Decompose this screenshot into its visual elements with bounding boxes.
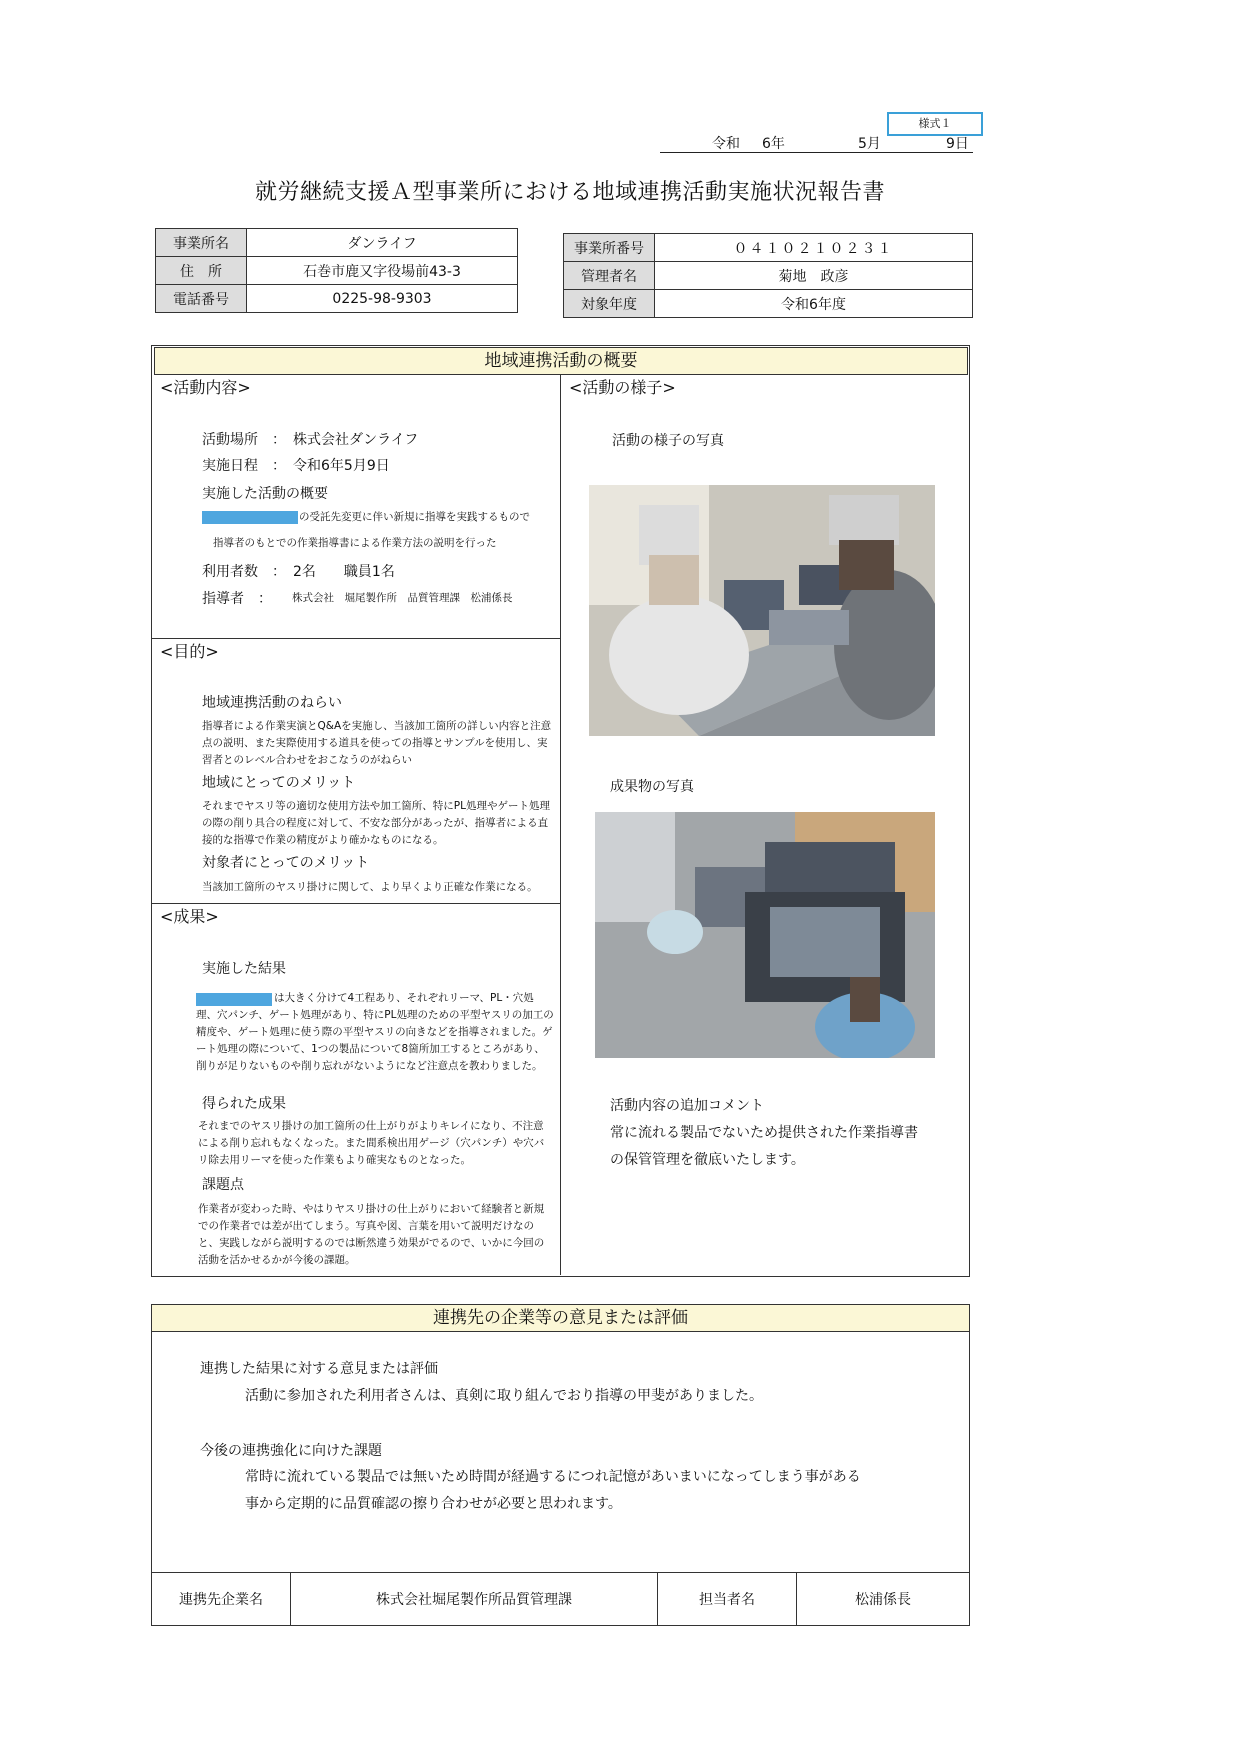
evaluation-header: 連携先の企業等の意見または評価 [151,1304,970,1332]
merit-region-heading: 地域にとってのメリット [202,775,356,791]
purpose-label: <目的> [160,642,219,661]
company-value: 株式会社堀尾製作所品質管理課 [291,1573,658,1626]
activity-photo-image [589,485,935,736]
result-label: <成果> [160,907,219,926]
person-value: 松浦係長 [797,1573,970,1626]
info-label: 事業所名 [156,229,247,257]
merit-region-text: それまでヤスリ等の適切な使用方法や加工箇所、特にPL処理やゲート処理の際の削り具合の程度に対して、不安な部分があったが、指導者による直接的な指導で作業の精度がより確かなものになる。 [202,800,550,846]
activity-date: 実施日程 ： 令和6年5月9日 [202,458,390,474]
company-label: 連携先企業名 [152,1573,291,1626]
info-label: 電話番号 [156,285,247,313]
date-year: 6年 [762,136,785,152]
future-line1: 常時に流れている製品では無いため時間が経過するにつれ記憶があいまいになってしまう事がある [245,1469,861,1485]
future-line2: 事から定期的に品質確認の擦り合わせが必要と思われます。 [245,1496,622,1512]
partner-row [152,1573,970,1626]
issue-text: 作業者が変わった時、やはりヤスリ掛けの仕上がりにおいて経験者と新規での作業者では差が出てしまう。写真や図、言葉を用いて説明だけなのと、実践しながら説明するのでは断然違う効果がでるので、いかに今回の活動を活かせるかが今後の課題。 [198,1203,545,1266]
photo1-caption: 活動の様子の写真 [612,433,724,449]
info-label: 住 所 [156,257,247,285]
redaction-block [196,993,272,1006]
info-row [156,285,518,313]
info-value: 石巻市鹿又字役場前43-3 [247,257,518,285]
date-month: 5月 [858,136,881,152]
opinion-text: 活動に参加された利用者さんは、真剣に取り組んでおり指導の甲斐がありました。 [245,1388,763,1404]
gained-text: それまでのヤスリ掛けの加工箇所の仕上がりがよりキレイになり、不注意による削り忘れもなくなった。また間系検出用ゲージ（穴パンチ）や穴バリ除去用リーマを使った作業もより確実なものとなった。 [198,1120,545,1166]
merit-target-heading: 対象者にとってのメリット [202,855,370,871]
info-label: 管理者名 [564,262,655,290]
person-label: 担当者名 [658,1573,797,1626]
partner-table [151,1572,970,1626]
info-value: ダンライフ [247,229,518,257]
gained-heading: 得られた成果 [202,1096,286,1112]
info-row [564,290,973,318]
comment-line2: の保管管理を徹底いたします。 [610,1152,805,1168]
comment-heading: 活動内容の追加コメント [610,1098,764,1114]
summary-line2: 指導者のもとでの作業指導書による作業方法の説明を行った [213,537,497,549]
result-text: は大きく分けて4工程あり、それぞれリーマ、PL・穴処理、穴パンチ、ゲート処理があり、特にPL処理のための平型ヤスリの加工の精度や、ゲート処理に使う際の平型ヤスリの向きなどを指導されました。ゲート処理の際について、1つの製品について8箇所加工するところがあり、削りが足りないものや削り忘れがないようになど注意点を教わりました。 [196,992,554,1072]
info-row [156,257,518,285]
info-row [564,262,973,290]
info-value: 菊地 政彦 [655,262,973,290]
summary-heading: 実施した活動の概要 [202,486,328,502]
user-count: 利用者数 ： 2名 職員1名 [202,564,395,580]
aim-heading: 地域連携活動のねらい [202,695,342,711]
content-label: <活動内容> [160,378,251,397]
summary-line1-text: の受託先変更に伴い新規に指導を実践するもので [299,511,530,523]
summary-line1 [202,509,530,524]
issue-heading: 課題点 [202,1177,244,1193]
merit-target-text: 当該加工箇所のヤスリ掛けに関して、より早くより正確な作業になる。 [202,881,538,893]
aim-text: 指導者による作業実演とQ&Aを実施し、当該加工箇所の詳しい内容と注意点の説明、また実際使用する道具を使っての指導とサンプルを使用し、実習者とのレベル合わせをおこなうのがねらい [202,720,552,766]
future-heading: 今後の連携強化に向けた課題 [200,1443,382,1459]
date-underline [660,152,973,153]
activity-photo [589,485,935,736]
info-value: 0225-98-9303 [247,285,518,313]
date-era: 令和 [712,136,740,152]
comment-line1: 常に流れる製品でないため提供された作業指導書 [610,1125,918,1141]
product-photo [595,812,935,1058]
activity-place: 活動場所 ： 株式会社ダンライフ [202,432,419,448]
instructor-value: 株式会社 堀尾製作所 品質管理課 松浦係長 [292,592,513,604]
product-photo-image [595,812,935,1058]
column-divider [560,375,561,1275]
opinion-heading: 連携した結果に対する意見または評価 [200,1361,438,1377]
info-row [156,229,518,257]
info-value: 令和6年度 [655,290,973,318]
info-value: ０４１０２１０２３１ [655,234,973,262]
instructor-label: 指導者 ： [202,591,272,607]
info-label: 対象年度 [564,290,655,318]
overview-header: 地域連携活動の概要 [154,347,968,375]
info-row [564,234,973,262]
form-code: 様式１ [887,112,983,136]
date-day: 9日 [946,136,969,152]
office-id-table [563,233,973,318]
result-heading: 実施した結果 [202,961,286,977]
redaction-block [202,511,298,524]
office-info-table [155,228,518,313]
scene-label: <活動の様子> [569,378,676,397]
document-title: 就労継続支援Ａ型事業所における地域連携活動実施状況報告書 [254,180,885,205]
info-label: 事業所番号 [564,234,655,262]
photo2-caption: 成果物の写真 [610,779,694,795]
